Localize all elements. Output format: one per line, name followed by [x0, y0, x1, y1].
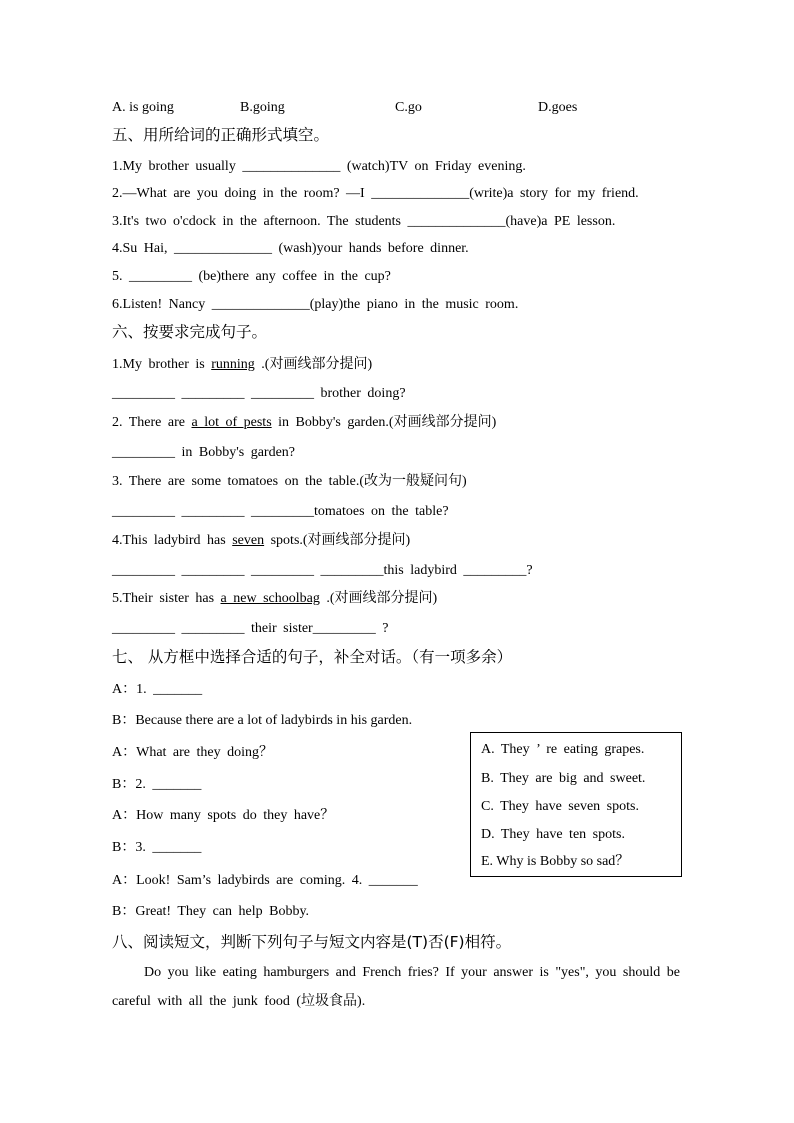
- reading-paragraph: Do you like eating hamburgers and French fries? If your answer is "yes", you should be careful with all the junk food (垃圾食品).: [112, 965, 680, 1009]
- section6-question-5: [112, 590, 437, 608]
- box-option-e: E. Why is Bobby so sad？: [481, 854, 630, 869]
- q4-underlined: seven: [232, 533, 265, 548]
- section5-heading: 五、用所给词的正确形式填空。: [112, 126, 330, 144]
- q2-text: 2. There are: [112, 415, 192, 430]
- section8-heading: 八、阅读短文，判断下列句子与短文内容是(T)否(F)相符。: [112, 933, 512, 951]
- q5-text: 5.Their sister has: [112, 591, 221, 606]
- dialog-line-6: B：3. _______: [112, 840, 202, 855]
- section5-item-6: 6.Listen! Nancy ______________(play)the piano in the music room.: [112, 297, 519, 312]
- dialog-line-8: B：Great! They can help Bobby.: [112, 904, 310, 919]
- box-option-a: A. They ’ re eating grapes.: [481, 742, 645, 757]
- box-option-b: B. They are big and sweet.: [481, 771, 646, 786]
- option-a: A. is going: [112, 100, 174, 115]
- box-option-c: C. They have seven spots.: [481, 799, 639, 814]
- section6-answer-5: _________ _________ their sister_________ ?: [112, 621, 389, 636]
- q1-instruction: .(对画线部分提问): [254, 357, 373, 372]
- q5-underlined: a new schoolbag: [220, 591, 320, 606]
- option-c: C.go: [395, 100, 422, 115]
- section6-question-1: [112, 356, 372, 374]
- q1-underlined: running: [211, 357, 255, 372]
- section6-question-4: [112, 532, 410, 550]
- section6-question-3: 3. There are some tomatoes on the table.(改为一般疑问句): [112, 474, 467, 489]
- section5-item-2: 2.—What are you doing in the room? —I ______________(write)a story for my friend.: [112, 186, 639, 201]
- dialog-line-3: A：What are they doing？: [112, 745, 274, 760]
- section6-heading: 六、按要求完成句子。: [112, 323, 268, 341]
- dialog-line-1: A：1. _______: [112, 682, 203, 697]
- section6-question-2: [112, 414, 496, 432]
- section7-heading: 七、 从方框中选择合适的句子，补全对话。（有一项多余）: [112, 648, 513, 666]
- q2-instruction: in Bobby's garden.(对画线部分提问): [271, 415, 497, 430]
- box-option-d: D. They have ten spots.: [481, 827, 625, 842]
- dialog-line-5: A：How many spots do they have？: [112, 808, 335, 823]
- dialog-line-2: B：Because there are a lot of ladybirds in his garden.: [112, 713, 413, 728]
- option-b: B.going: [240, 100, 285, 115]
- section5-item-3: 3.It's two o'cdock in the afternoon. The students ______________(have)a PE lesson.: [112, 214, 616, 229]
- dialog-line-7: A：Look! Sam’s ladybirds are coming. 4. _______: [112, 873, 418, 888]
- section6-answer-3: _________ _________ _________tomatoes on the table?: [112, 504, 449, 519]
- q4-text: 4.This ladybird has: [112, 533, 233, 548]
- section5-item-4: 4.Su Hai, ______________ (wash)your hands before dinner.: [112, 241, 469, 256]
- section5-item-1: 1.My brother usually ______________ (watch)TV on Friday evening.: [112, 159, 526, 174]
- section6-answer-1: _________ _________ _________ brother doing?: [112, 386, 406, 401]
- section5-item-5: 5. _________ (be)there any coffee in the cup?: [112, 269, 391, 284]
- q4-instruction: spots.(对画线部分提问): [264, 533, 411, 548]
- q2-underlined: a lot of pests: [191, 415, 272, 430]
- option-d: D.goes: [538, 100, 578, 115]
- q5-instruction: .(对画线部分提问): [319, 591, 438, 606]
- section6-answer-2: _________ in Bobby's garden?: [112, 445, 296, 460]
- dialog-line-4: B：2. _______: [112, 777, 202, 792]
- options-box: [470, 732, 682, 877]
- section6-answer-4: _________ _________ _________ _________this ladybird _________?: [112, 563, 533, 578]
- q1-text: 1.My brother is: [112, 357, 212, 372]
